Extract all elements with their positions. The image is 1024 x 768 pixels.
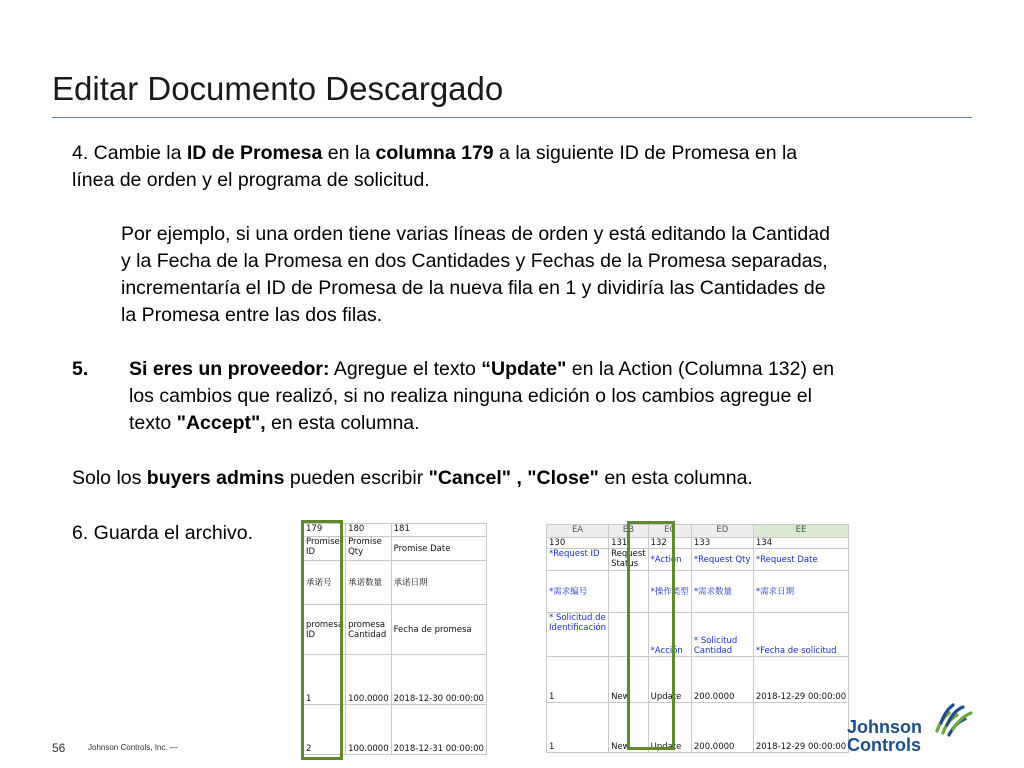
header-request-id: *Request ID (547, 549, 609, 571)
col-number-133: 133 (691, 538, 753, 549)
header-zh-promise-qty: 承诺数量 (346, 561, 392, 605)
header-zh-promise-id: 承诺号 (304, 561, 346, 605)
example-line-3: incrementaría el ID de Promesa de la nueva fila en 1 y dividiría las Cantidades de (121, 277, 826, 299)
header-request-qty: *Request Qty (691, 549, 753, 571)
header-zh-request-id: *需求编号 (547, 571, 609, 613)
col-number-180: 180 (346, 524, 392, 537)
table-cell: 200.0000 (691, 703, 753, 753)
admins-note: Solo los buyers admins pueden escribir "Cancel" , "Close" en esta columna. (72, 467, 753, 489)
logo-word-controls: Controls (847, 735, 921, 755)
header-zh-request-qty: *需求数量 (691, 571, 753, 613)
header-promise-id: Promise ID (304, 537, 346, 561)
col-number-134: 134 (753, 538, 848, 549)
table-cell: 100.0000 (346, 655, 392, 705)
logo-word-johnson: Johnson (847, 717, 922, 737)
table-cell: 200.0000 (691, 657, 753, 703)
table-cell: 2018-12-30 00:00:00 (391, 655, 486, 705)
table-cell: 1 (304, 655, 346, 705)
header-promise-qty: Promise Qty (346, 537, 392, 561)
table-cell: Update (648, 657, 691, 703)
header-es-request-id: * Solicitud de Identificación (547, 613, 609, 657)
table-cell: 2018-12-31 00:00:00 (391, 705, 486, 755)
header-zh-promise-date: 承诺日期 (391, 561, 486, 605)
header-action: *Action (648, 549, 691, 571)
col-letter-eb: EB (609, 525, 649, 538)
col-number-131: 131 (609, 538, 649, 549)
table-cell: 100.0000 (346, 705, 392, 755)
step6-text: 6. Guarda el archivo. (72, 522, 254, 544)
footer-company: Johnson Controls, Inc. — (88, 743, 178, 752)
step4-line1: 4. Cambie la ID de Promesa en la columna 179 a la siguiente ID de Promesa en la (72, 142, 798, 164)
slide-title: Editar Documento Descargado (52, 70, 504, 107)
header-zh-request-status (609, 571, 649, 613)
table-cell: 2 (304, 705, 346, 755)
step4-line2: línea de orden y el programa de solicitud. (72, 169, 430, 191)
page-number: 56 (52, 741, 66, 755)
promise-table (303, 523, 487, 755)
johnson-controls-logo-mark (845, 697, 975, 755)
header-request-date: *Request Date (753, 549, 848, 571)
table-cell: New (609, 657, 649, 703)
table-cell: Update (648, 703, 691, 753)
table-cell: 2018-12-29 00:00:00 (753, 657, 848, 703)
header-zh-request-date: *需求日期 (753, 571, 848, 613)
header-es-request-date: *Fecha de solicitud (753, 613, 848, 657)
col-letter-ed: ED (691, 525, 753, 538)
table-cell: 2018-12-29 00:00:00 (753, 703, 848, 753)
header-es-promise-id: promesa ID (304, 605, 346, 655)
request-table (546, 524, 849, 753)
step5-number: 5. (72, 358, 89, 380)
title-divider (52, 117, 972, 118)
header-zh-action: *操作类型 (648, 571, 691, 613)
table-cell: New (609, 703, 649, 753)
example-line-2: y la Fecha de la Promesa en dos Cantidades y Fechas de la Promesa separadas, (121, 250, 828, 272)
col-number-179: 179 (304, 524, 346, 537)
table-cell: 1 (547, 657, 609, 703)
header-es-request-status (609, 613, 649, 657)
col-number-130: 130 (547, 538, 609, 549)
col-number-132: 132 (648, 538, 691, 549)
col-letter-ec: EC (648, 525, 691, 538)
header-promise-date: Promise Date (391, 537, 486, 561)
example-line-1: Por ejemplo, si una orden tiene varias líneas de orden y está editando la Cantidad (121, 223, 830, 245)
header-request-status: Request Status (609, 549, 649, 571)
col-number-181: 181 (391, 524, 486, 537)
header-es-promise-qty: promesa Cantidad (346, 605, 392, 655)
col-letter-ea: EA (547, 525, 609, 538)
step5-line3: texto "Accept", en esta columna. (129, 412, 420, 434)
example-line-4: la Promesa entre las dos filas. (121, 304, 383, 326)
col-letter-ee: EE (753, 525, 848, 538)
header-es-promise-date: Fecha de promesa (391, 605, 486, 655)
step5-line2: los cambios que realizó, si no realiza ninguna edición o los cambios agregue el (129, 385, 812, 407)
step5-line1: Si eres un proveedor: Agregue el texto “Update" en la Action (Columna 132) en (129, 358, 835, 380)
header-es-request-qty: * Solicitud Cantidad (691, 613, 753, 657)
johnson-controls-logo (845, 697, 975, 760)
table-cell: 1 (547, 703, 609, 753)
header-es-action: *Acción (648, 613, 691, 657)
